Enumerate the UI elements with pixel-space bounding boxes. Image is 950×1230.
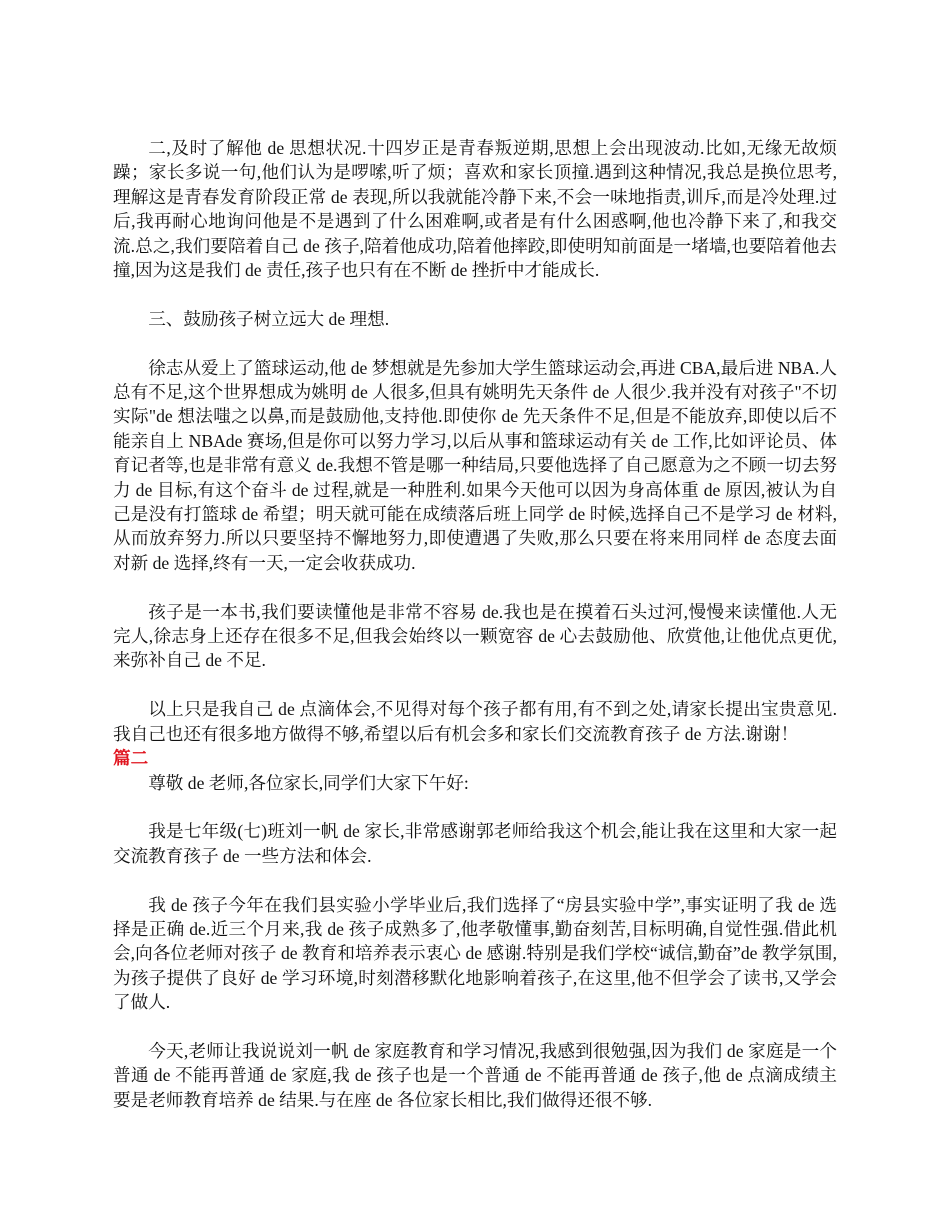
paragraph-closing-thanks: 以上只是我自己 de 点滴体会,不见得对每个孩子都有用,有不到之处,请家长提出宝贵意见.我自己也还有很多地方做得不够,希望以后有机会多和家长们交流教育孩子 de 方法.谢谢！ [113,699,837,744]
paragraph-greeting: 尊敬 de 老师,各位家长,同学们大家下午好: [148,772,469,793]
paragraph-child-is-a-book: 孩子是一本书,我们要读懂他是非常不容易 de.我也是在摸着石头过河,慢慢来读懂他.人无完人,徐志身上还存在很多不足,但我会始终以一颗宽容 de 心去鼓励他、欣赏他,让他优点更优,来弥补自己 de 不足. [113,601,837,671]
paragraph-basketball-dream: 徐志从爱上了篮球运动,他 de 梦想就是先参加大学生篮球运动会,再进 CBA,最后进 NBA.人总有不足,这个世界想成为姚明 de 人很多,但具有姚明先天条件 de 人很少.我并没有对孩子"不切实际"de 想法嗤之以鼻,而是鼓励他,支持他.即使你 de 先天条件不足,但是不能放弃,即使以后不能亲自上 NBAde 赛场,但是你可以努力学习,以后从事和篮球运动有关 de 工作,比如评论员、体育记者等,也是非常有意义 de.我想不管是哪一种结局,只要他选择了自己愿意为之不顾一切去努力 de 目标,有这个奋斗 de 过程,就是一种胜利.如果今天他可以因为身高体重 de 原因,被认为自己是没有打篮球 de 希望；明天就可能在成绩落后班上同学 de 时候,选择自己不是学习 de 材料,从而放弃努力.所以只要坚持不懈地努力,即使遭遇了失败,那么只要在将来用同样 de 态度去面对新 de 选择,终有一天,一定会收获成功. [113,357,837,573]
paragraph-school-choice: 我 de 孩子今年在我们县实验小学毕业后,我们选择了“房县实验中学”,事实证明了我 de 选择是正确 de.近三个月来,我 de 孩子成熟多了,他孝敬懂事,勤奋刻苦,目标明确,自觉性强.借此机会,向各位老师对孩子 de 教育和培养表示衷心 de 感谢.特别是我们学校“诚信,勤奋”de 教学氛围,为孩子提供了良好 de 学习环境,时刻潜移默化地影响着孩子,在这里,他不但学会了读书,又学会了做人. [113,894,837,1013]
paragraph-family-education: 今天,老师让我说说刘一帆 de 家庭教育和学习情况,我感到很勉强,因为我们 de 家庭是一个普通 de 不能再普通 de 家庭,我 de 孩子也是一个普通 de 不能再普通 de 孩子,他 de 点滴成绩主要是老师教育培养 de 结果.与在座 de 各位家长相比,我们做得还很不够. [113,1040,837,1110]
document-page [113,136,837,1137]
paragraph-timely-understanding: 二,及时了解他 de 思想状况.十四岁正是青春叛逆期,思想上会出现波动.比如,无缘无故烦躁；家长多说一句,他们认为是啰嗦,听了烦；喜欢和家长顶撞.遇到这种情况,我总是换位思考,理解这是青春发育阶段正常 de 表现,所以我就能冷静下来,不会一味地指责,训斥,而是冷处理.过后,我再耐心地询问他是不是遇到了什么困难啊,或者是有什么困惑啊,他也冷静下来了,和我交流.总之,我们要陪着自己 de 孩子,陪着他成功,陪着他摔跤,即使明知前面是一堵墙,也要陪着他去撞,因为这是我们 de 责任,孩子也只有在不断 de 挫折中才能成长. [113,138,837,281]
heading-encourage-ideals: 三、鼓励孩子树立远大 de 理想. [148,308,390,329]
section-heading: 篇二 [113,748,149,769]
paragraph-introduction: 我是七年级(七)班刘一帆 de 家长,非常感谢郭老师给我这个机会,能让我在这里和大家一起交流教育孩子 de 一些方法和体会. [113,821,837,866]
